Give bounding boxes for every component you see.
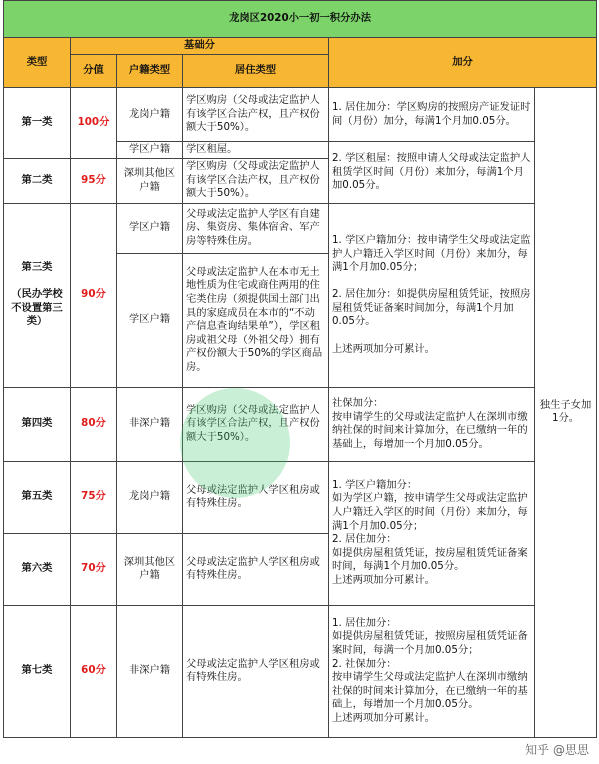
bonus-1: 1. 居住加分：学区购房的按照房产证发证时间（月份）加分，每满1个月加0.05分。 <box>329 88 535 142</box>
residence-3b: 父母或法定监护人在本市无土地性质为住宅或商住两用的住宅类住房（须提供国土部门出具的家庭成员在本市的“不动产信息查询结果单”），学区租房或祖父母（外祖父母）拥有产权份额大于50%的学区商品房。 <box>183 253 329 387</box>
bonus-5-6: 1. 学区户籍加分： 如为学区户籍，按申请学生父母或法定监护人户籍迁入学区的时间（月份）来加分，每满1个月加0.05分； 2. 居住加分： 如提供房屋租赁凭证，按房屋租赁凭证备案时间，每满1个月加0.05分。 上述两项加分可累计。 <box>329 461 535 605</box>
residence-3a: 父母或法定监护人学区有自建房、集资房、集体宿舍、军产房等特殊住房。 <box>183 203 329 253</box>
category-2: 第二类 <box>4 158 71 203</box>
page-title: 龙岗区2020小一初一积分办法 <box>4 1 597 38</box>
score-7: 60分 <box>71 605 117 737</box>
hukou-3b: 学区户籍 <box>117 253 183 387</box>
residence-1b: 学区租屋。 <box>183 142 329 159</box>
bonus-3: 1. 学区户籍加分：按申请学生父母或法定监护人户籍迁入学区时间（月份）来加分，每满1个月加0.05分； 2. 居住加分：如提供房屋租赁凭证，按照房屋租赁凭证备案时间加分，每满1个月加0.05分。 上述两项加分可累计。 <box>329 203 535 387</box>
hukou-1b: 学区户籍 <box>117 142 183 159</box>
header-type: 类型 <box>4 38 71 88</box>
score-2: 95分 <box>71 158 117 203</box>
header-residence: 居住类型 <box>183 55 329 88</box>
residence-7: 父母或法定监护人学区租房或有特殊住房。 <box>183 605 329 737</box>
only-child-bonus: 独生子女加1分。 <box>535 88 597 738</box>
header-score: 分值 <box>71 55 117 88</box>
hukou-6: 深圳其他区户籍 <box>117 533 183 605</box>
score-6: 70分 <box>71 533 117 605</box>
score-4: 80分 <box>71 387 117 461</box>
category-5: 第五类 <box>4 461 71 533</box>
hukou-3a: 学区户籍 <box>117 203 183 253</box>
category-3: 第三类 （民办学校不设置第三类） <box>4 203 71 387</box>
residence-4: 学区购房（父母或法定监护人有该学区合法产权，且产权份额大于50%）。 <box>183 387 329 461</box>
residence-1: 学区购房（父母或法定监护人有该学区合法产权，且产权份额大于50%）。 <box>183 88 329 142</box>
header-bonus: 加分 <box>329 38 597 88</box>
score-3: 90分 <box>71 203 117 387</box>
hukou-1: 龙岗户籍 <box>117 88 183 142</box>
category-1: 第一类 <box>4 88 71 159</box>
score-5: 75分 <box>71 461 117 533</box>
residence-6: 父母或法定监护人学区租房或有特殊住房。 <box>183 533 329 605</box>
bonus-7: 1. 居住加分： 如提供房屋租赁凭证，按照房屋租赁凭证备案时间，每满一个月加0.05分； 2. 社保加分： 按申请学生父母或法定监护人在深圳市缴纳社保的时间来计算加分，在已缴纳一年的基础上，每增加一个月加0.05分。 上述两项加分可累计。 <box>329 605 535 737</box>
points-table <box>3 0 597 738</box>
residence-5: 父母或法定监护人学区租房或有特殊住房。 <box>183 461 329 533</box>
hukou-4: 非深户籍 <box>117 387 183 461</box>
bonus-4: 社保加分： 按申请学生的父母或法定监护人在深圳市缴纳社保的时间来计算加分，在已缴纳一年的基础上，每增加一个月加0.05分。 <box>329 387 535 461</box>
score-1: 100分 <box>71 88 117 159</box>
hukou-7: 非深户籍 <box>117 605 183 737</box>
category-4: 第四类 <box>4 387 71 461</box>
bonus-2: 2. 学区租屋：按照申请人父母或法定监护人租赁学区时间（月份）来加分，每满1个月加0.05分。 <box>329 142 535 204</box>
hukou-5: 龙岗户籍 <box>117 461 183 533</box>
source-credit: 知乎 @思思 <box>525 743 589 757</box>
category-6: 第六类 <box>4 533 71 605</box>
header-basic: 基础分 <box>71 38 329 55</box>
hukou-2: 深圳其他区户籍 <box>117 158 183 203</box>
category-7: 第七类 <box>4 605 71 737</box>
header-hukou: 户籍类型 <box>117 55 183 88</box>
residence-2: 学区购房（父母或法定监护人有该学区合法产权，且产权份额大于50%）。 <box>183 158 329 203</box>
